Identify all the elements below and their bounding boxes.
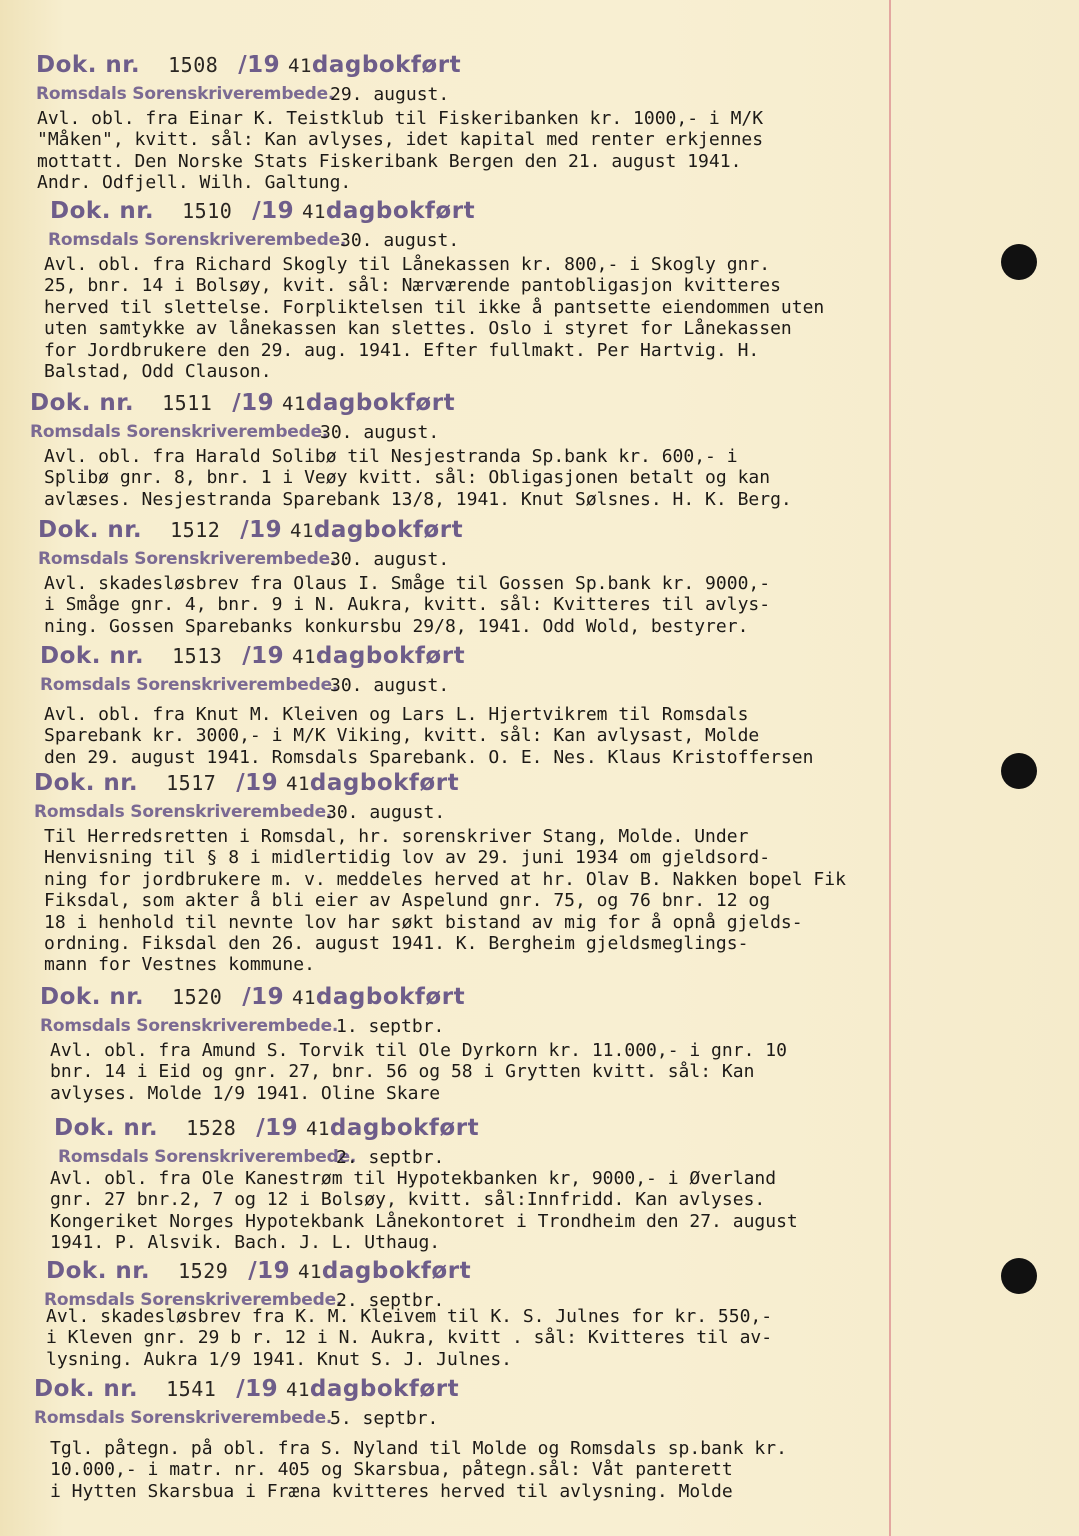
office-stamp: Romsdals Sorenskriverembede. bbox=[44, 1290, 343, 1310]
entry-text-line: Avl. obl. fra Amund S. Torvik til Ole Dyrkorn kr. 11.000,- i gnr. 10 bbox=[50, 1040, 787, 1061]
entry-text-line: mann for Vestnes kommune. bbox=[44, 954, 315, 976]
margin-rule bbox=[889, 0, 891, 1536]
dagbokfort-stamp: dagbokført bbox=[325, 198, 476, 224]
entry-text-line: ordning. Fiksdal den 26. august 1941. K. Bergheim gjeldsmeglings- bbox=[44, 933, 749, 954]
dok-slash: /19 bbox=[238, 52, 281, 78]
office-stamp: Romsdals Sorenskriverembede. bbox=[36, 84, 335, 104]
office-stamp: Romsdals Sorenskriverembede. bbox=[34, 1408, 333, 1428]
dok-slash: /19 bbox=[232, 390, 275, 416]
dok-label: Dok. nr. bbox=[40, 984, 145, 1010]
entry-date: 2. septbr. bbox=[336, 1147, 445, 1168]
entry-date: 29. august. bbox=[330, 84, 450, 105]
office-stamp: Romsdals Sorenskriverembede. bbox=[30, 422, 329, 442]
dok-stamp bbox=[54, 1115, 479, 1141]
dok-year: 41 bbox=[292, 987, 316, 1009]
dok-stamp bbox=[50, 198, 475, 224]
entry-text-line: ning. Gossen Sparebanks konkursbu 29/8, 1941. Odd Wold, bestyrer. bbox=[44, 615, 749, 637]
dok-stamp bbox=[40, 643, 465, 669]
dok-stamp bbox=[38, 517, 463, 543]
dok-stamp bbox=[40, 984, 465, 1010]
entry-text-line: Balstad, Odd Clauson. bbox=[44, 361, 272, 382]
dok-number: 1510 bbox=[182, 199, 233, 223]
dok-number: 1508 bbox=[168, 53, 219, 77]
dagbokfort-stamp: dagbokført bbox=[315, 984, 466, 1010]
dok-label: Dok. nr. bbox=[46, 1258, 151, 1284]
dagbokfort-stamp: dagbokført bbox=[311, 52, 462, 78]
dok-slash: /19 bbox=[252, 198, 295, 224]
dok-year: 41 bbox=[286, 773, 310, 795]
entry-text-line: Avl. obl. fra Einar K. Teistklub til Fiskeribanken kr. 1000,- i M/K bbox=[37, 108, 764, 129]
entry-text-line: Andr. Odfjell. Wilh. Galtung. bbox=[37, 172, 352, 194]
entry-text-line: Avl. skadesløsbrev fra K. M. Kleivem til K. S. Julnes for kr. 550,- bbox=[46, 1306, 773, 1327]
dok-slash: /19 bbox=[236, 770, 279, 796]
dok-stamp bbox=[34, 770, 459, 796]
dagbokfort-stamp: dagbokført bbox=[313, 517, 464, 543]
dok-label: Dok. nr. bbox=[30, 390, 135, 416]
dok-slash: /19 bbox=[256, 1115, 299, 1141]
dok-stamp bbox=[46, 1258, 471, 1284]
entry-date: 30. august. bbox=[326, 802, 446, 823]
entry-text-line: Til Herredsretten i Romsdal, hr. sorenskriver Stang, Molde. Under bbox=[44, 826, 749, 847]
entry-text-line: herved til slettelse. Forpliktelsen til ikke å pantsette eiendommen uten bbox=[44, 296, 825, 318]
entry-text-line: Sparebank kr. 3000,- i M/K Viking, kvitt. sål: Kan avlysast, Molde bbox=[44, 725, 760, 747]
entry-text-line: Avl. obl. fra Harald Solibø til Nesjestranda Sp.bank kr. 600,- i bbox=[44, 446, 738, 467]
entry-text-line: i Hytten Skarsbua i Fræna kvitteres herved til avlysning. Molde bbox=[50, 1480, 733, 1502]
entry-text-line: for Jordbrukere den 29. aug. 1941. Efter fullmakt. Per Hartvig. H. bbox=[44, 339, 760, 361]
entry-text-line: ning for jordbrukere m. v. meddeles herved at hr. Olav B. Nakken bopel Fik bbox=[44, 868, 846, 890]
dok-number: 1529 bbox=[178, 1259, 229, 1283]
entry-text-line: avlyses. Molde 1/9 1941. Oline Skare bbox=[50, 1082, 441, 1104]
entry-text-line: Avl. skadesløsbrev fra Olaus I. Småge til Gossen Sp.bank kr. 9000,- bbox=[44, 573, 771, 594]
dok-label: Dok. nr. bbox=[40, 643, 145, 669]
dok-year: 41 bbox=[292, 646, 316, 668]
entry-text-line: 25, bnr. 14 i Bolsøy, kvit. sål: Nærværende pantobligasjon kvitteres bbox=[44, 275, 781, 297]
dok-label: Dok. nr. bbox=[50, 198, 155, 224]
dok-number: 1511 bbox=[162, 391, 213, 415]
entry-text-line: avlæses. Nesjestranda Sparebank 13/8, 1941. Knut Sølsnes. H. K. Berg. bbox=[44, 488, 792, 510]
entry-date: 5. septbr. bbox=[330, 1408, 439, 1429]
entry-date: 1. septbr. bbox=[336, 1016, 445, 1037]
entry-text-line: 10.000,- i matr. nr. 405 og Skarsbua, påtegn.sål: Våt panterett bbox=[50, 1459, 733, 1481]
entry-text-line: Fiksdal, som akter å bli eier av Aspelund gnr. 75, og 76 bnr. 12 og bbox=[44, 890, 771, 912]
dok-label: Dok. nr. bbox=[36, 52, 141, 78]
entry-text-line: 18 i henhold til nevnte lov har søkt bistand av mig for å opnå gjelds- bbox=[44, 911, 803, 933]
entry-text-line: mottatt. Den Norske Stats Fiskeribank Bergen den 21. august 1941. bbox=[37, 150, 742, 172]
dok-label: Dok. nr. bbox=[34, 770, 139, 796]
entry-text-line: bnr. 14 i Eid og gnr. 27, bnr. 56 og 58 i Grytten kvitt. sål: Kan bbox=[50, 1061, 755, 1083]
dok-number: 1541 bbox=[166, 1377, 217, 1401]
dok-slash: /19 bbox=[240, 517, 283, 543]
entry-text-line: uten samtykke av lånekassen kan slettes. Oslo i styret for Lånekassen bbox=[44, 318, 792, 340]
entry-text-line: Tgl. påtegn. på obl. fra S. Nyland til Molde og Romsdals sp.bank kr. bbox=[50, 1438, 787, 1459]
entry-text-line: den 29. august 1941. Romsdals Sparebank. O. E. Nes. Klaus Kristoffersen bbox=[44, 746, 814, 768]
dagbokfort-stamp: dagbokført bbox=[309, 1376, 460, 1402]
office-stamp: Romsdals Sorenskriverembede. bbox=[40, 1016, 339, 1036]
dagbokfort-stamp: dagbokført bbox=[315, 643, 466, 669]
dagbokfort-stamp: dagbokført bbox=[321, 1258, 472, 1284]
dok-number: 1520 bbox=[172, 985, 223, 1009]
dok-year: 41 bbox=[282, 393, 306, 415]
entry-text-line: Splibø gnr. 8, bnr. 1 i Veøy kvitt. sål: Obligasjonen betalt og kan bbox=[44, 467, 771, 489]
entry-date: 30. august. bbox=[330, 549, 450, 570]
entry-text-line: "Måken", kvitt. sål: Kan avlyses, idet kapital med renter erkjennes bbox=[37, 129, 764, 151]
dok-slash: /19 bbox=[242, 643, 285, 669]
entry-text-line: lysning. Aukra 1/9 1941. Knut S. J. Julnes. bbox=[46, 1348, 512, 1370]
dok-year: 41 bbox=[286, 1379, 310, 1401]
dok-stamp bbox=[30, 390, 455, 416]
dok-year: 41 bbox=[302, 201, 326, 223]
dok-year: 41 bbox=[298, 1261, 322, 1283]
punch-hole bbox=[1001, 244, 1037, 280]
dok-stamp bbox=[36, 52, 461, 78]
entry-date: 30. august. bbox=[320, 422, 440, 443]
dok-slash: /19 bbox=[236, 1376, 279, 1402]
entry-date: 30. august. bbox=[330, 675, 450, 696]
entry-date: 2. septbr. bbox=[336, 1290, 445, 1311]
entry-text-line: Kongeriket Norges Hypotekbank Lånekontoret i Trondheim den 27. august bbox=[50, 1210, 798, 1232]
dok-label: Dok. nr. bbox=[54, 1115, 159, 1141]
office-stamp: Romsdals Sorenskriverembede. bbox=[48, 230, 347, 250]
dok-label: Dok. nr. bbox=[34, 1376, 139, 1402]
dok-number: 1512 bbox=[170, 518, 221, 542]
dok-number: 1528 bbox=[186, 1116, 237, 1140]
dok-slash: /19 bbox=[242, 984, 285, 1010]
entry-text-line: Avl. obl. fra Richard Skogly til Lånekassen kr. 800,- i Skogly gnr. bbox=[44, 254, 771, 275]
entry-text-line: i Småge gnr. 4, bnr. 9 i N. Aukra, kvitt. sål: Kvitteres til avlys- bbox=[44, 594, 771, 616]
entry-text-line: Henvisning til § 8 i midlertidig lov av 29. juni 1934 om gjeldsord- bbox=[44, 847, 771, 869]
entry-text-line: 1941. P. Alsvik. Bach. J. L. Uthaug. bbox=[50, 1232, 441, 1254]
dok-slash: /19 bbox=[248, 1258, 291, 1284]
dok-number: 1517 bbox=[166, 771, 217, 795]
dok-year: 41 bbox=[288, 55, 312, 77]
office-stamp: Romsdals Sorenskriverembede. bbox=[58, 1147, 357, 1167]
entry-date: 30. august. bbox=[340, 230, 460, 251]
dok-number: 1513 bbox=[172, 644, 223, 668]
entry-text-line: i Kleven gnr. 29 b r. 12 i N. Aukra, kvitt . sål: Kvitteres til av- bbox=[46, 1327, 773, 1349]
office-stamp: Romsdals Sorenskriverembede. bbox=[38, 549, 337, 569]
dagbokfort-stamp: dagbokført bbox=[305, 390, 456, 416]
dok-stamp bbox=[34, 1376, 459, 1402]
entry-text-line: Avl. obl. fra Knut M. Kleiven og Lars L. Hjertvikrem til Romsdals bbox=[44, 704, 749, 725]
dok-year: 41 bbox=[306, 1118, 330, 1140]
dagbokfort-stamp: dagbokført bbox=[329, 1115, 480, 1141]
dok-label: Dok. nr. bbox=[38, 517, 143, 543]
punch-hole bbox=[1001, 1258, 1037, 1294]
entry-text-line: gnr. 27 bnr.2, 7 og 12 i Bolsøy, kvitt. sål:Innfridd. Kan avlyses. bbox=[50, 1189, 766, 1211]
dagbokfort-stamp: dagbokført bbox=[309, 770, 460, 796]
punch-hole bbox=[1001, 753, 1037, 789]
dok-year: 41 bbox=[290, 520, 314, 542]
entry-text-line: Avl. obl. fra Ole Kanestrøm til Hypotekbanken kr, 9000,- i Øverland bbox=[50, 1168, 777, 1189]
office-stamp: Romsdals Sorenskriverembede. bbox=[34, 802, 333, 822]
office-stamp: Romsdals Sorenskriverembede. bbox=[40, 675, 339, 695]
